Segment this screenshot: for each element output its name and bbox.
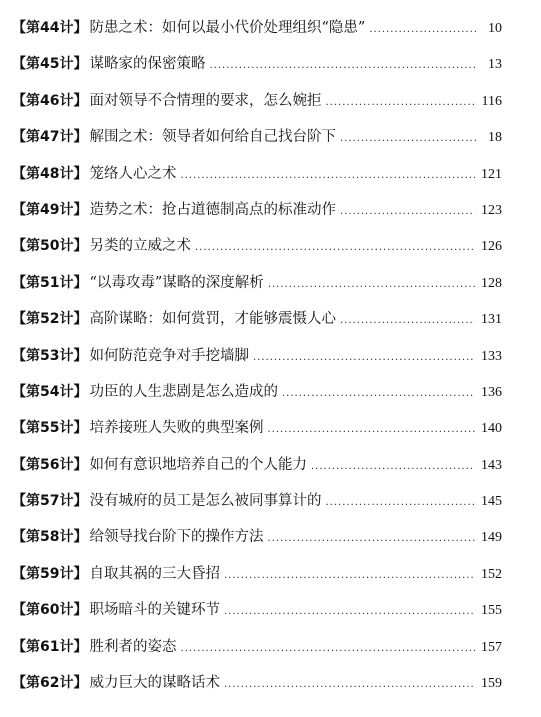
dot-leader: [369, 20, 476, 40]
entry-label: 【第60计】: [12, 602, 88, 619]
entry-page-number: 123: [481, 202, 502, 218]
toc-entry[interactable]: [12, 309, 502, 345]
entry-page-number: 126: [481, 239, 502, 255]
entry-title: 胜利者的姿态: [89, 638, 177, 655]
entry-label: 【第61计】: [12, 638, 88, 655]
entry-title: 给领导找台阶下的操作方法: [89, 529, 264, 546]
entry-title: 如何防范竞争对手挖墙脚: [89, 347, 249, 364]
entry-label: 【第44计】: [12, 20, 88, 36]
toc-entry[interactable]: [12, 600, 502, 636]
toc-entry[interactable]: [12, 200, 502, 236]
dot-leader: [282, 384, 475, 404]
entry-label: 【第55计】: [12, 420, 88, 437]
entry-label: 【第58计】: [12, 529, 88, 546]
entry-page-number: 10: [488, 21, 502, 36]
dot-leader: [180, 639, 475, 659]
entry-label: 【第51计】: [12, 274, 88, 291]
entry-label: 【第49计】: [12, 201, 88, 218]
entry-label: 【第59计】: [12, 565, 88, 582]
toc-entry[interactable]: [12, 491, 502, 527]
toc-entry[interactable]: [12, 382, 502, 418]
toc-entry[interactable]: [12, 673, 502, 709]
dot-leader: [311, 457, 475, 477]
entry-page-number: 116: [481, 93, 502, 109]
dot-leader: [268, 275, 475, 295]
dot-leader: [224, 602, 475, 622]
toc-entry[interactable]: [12, 527, 502, 563]
dot-leader: [224, 675, 475, 695]
entry-title: 笼络人心之术: [89, 165, 177, 182]
toc-entry[interactable]: [12, 637, 502, 673]
toc-entry[interactable]: [12, 455, 502, 491]
entry-page-number: 145: [481, 494, 502, 510]
entry-title: 自取其祸的三大昏招: [89, 565, 220, 582]
entry-page-number: 149: [481, 530, 502, 546]
entry-page-number: 140: [481, 421, 502, 437]
entry-label: 【第45计】: [12, 56, 88, 73]
entry-title: 谋略家的保密策略: [89, 56, 206, 73]
entry-label: 【第52计】: [12, 311, 88, 328]
toc-entry[interactable]: [12, 54, 502, 90]
entry-page-number: 159: [481, 676, 502, 692]
dot-leader: [209, 56, 476, 76]
entry-page-number: 13: [488, 57, 502, 73]
entry-page-number: 136: [481, 384, 502, 400]
dot-leader: [325, 93, 475, 113]
entry-title: 另类的立威之术: [89, 238, 191, 255]
entry-page-number: 133: [481, 348, 502, 364]
entry-title: 职场暗斗的关键环节: [89, 602, 220, 619]
entry-title: “以毒攻毒”谋略的深度解析: [89, 274, 264, 291]
toc-entry[interactable]: [12, 418, 502, 454]
toc-entry[interactable]: [12, 564, 502, 600]
entry-label: 【第46计】: [12, 92, 88, 109]
entry-label: 【第47计】: [12, 129, 88, 146]
entry-title: 没有城府的员工是怎么被同事算计的: [89, 493, 322, 510]
dot-leader: [325, 493, 475, 513]
dot-leader: [340, 129, 476, 149]
entry-label: 【第54计】: [12, 383, 88, 400]
toc-entry[interactable]: [12, 127, 502, 163]
entry-title: 威力巨大的谋略话术: [89, 675, 220, 692]
dot-leader: [340, 202, 475, 222]
entry-title: 造势之术：抢占道德制高点的标准动作: [89, 201, 336, 218]
entry-page-number: 128: [481, 275, 502, 291]
entry-label: 【第56计】: [12, 456, 88, 473]
dot-leader: [195, 238, 475, 258]
entry-page-number: 18: [488, 130, 502, 146]
table-of-contents: [12, 18, 502, 709]
entry-title: 高阶谋略：如何赏罚，才能够震慑人心: [89, 311, 336, 328]
dot-leader: [180, 166, 475, 186]
entry-page-number: 143: [481, 457, 502, 473]
toc-entry[interactable]: [12, 18, 502, 54]
dot-leader: [224, 566, 475, 586]
entry-label: 【第48计】: [12, 165, 88, 182]
entry-title: 如何有意识地培养自己的个人能力: [89, 456, 307, 473]
dot-leader: [340, 311, 475, 331]
toc-entry[interactable]: [12, 236, 502, 272]
toc-entry[interactable]: [12, 91, 502, 127]
entry-title: 培养接班人失败的典型案例: [89, 420, 264, 437]
entry-title: 功臣的人生悲剧是怎么造成的: [89, 383, 278, 400]
entry-label: 【第57计】: [12, 493, 88, 510]
dot-leader: [267, 420, 475, 440]
dot-leader: [267, 529, 475, 549]
entry-page-number: 121: [481, 166, 502, 182]
entry-page-number: 131: [481, 312, 502, 328]
entry-title: 解围之术：领导者如何给自己找台阶下: [89, 129, 336, 146]
toc-entry[interactable]: [12, 164, 502, 200]
entry-label: 【第53计】: [12, 347, 88, 364]
entry-page-number: 152: [481, 566, 502, 582]
entry-title: 防患之术：如何以最小代价处理组织“隐患”: [89, 20, 366, 36]
toc-entry[interactable]: [12, 346, 502, 382]
entry-label: 【第50计】: [12, 238, 88, 255]
entry-page-number: 157: [481, 639, 502, 655]
entry-title: 面对领导不合情理的要求，怎么婉拒: [89, 92, 322, 109]
toc-entry[interactable]: [12, 273, 502, 309]
entry-page-number: 155: [481, 603, 502, 619]
dot-leader: [253, 348, 475, 368]
entry-label: 【第62计】: [12, 675, 88, 692]
